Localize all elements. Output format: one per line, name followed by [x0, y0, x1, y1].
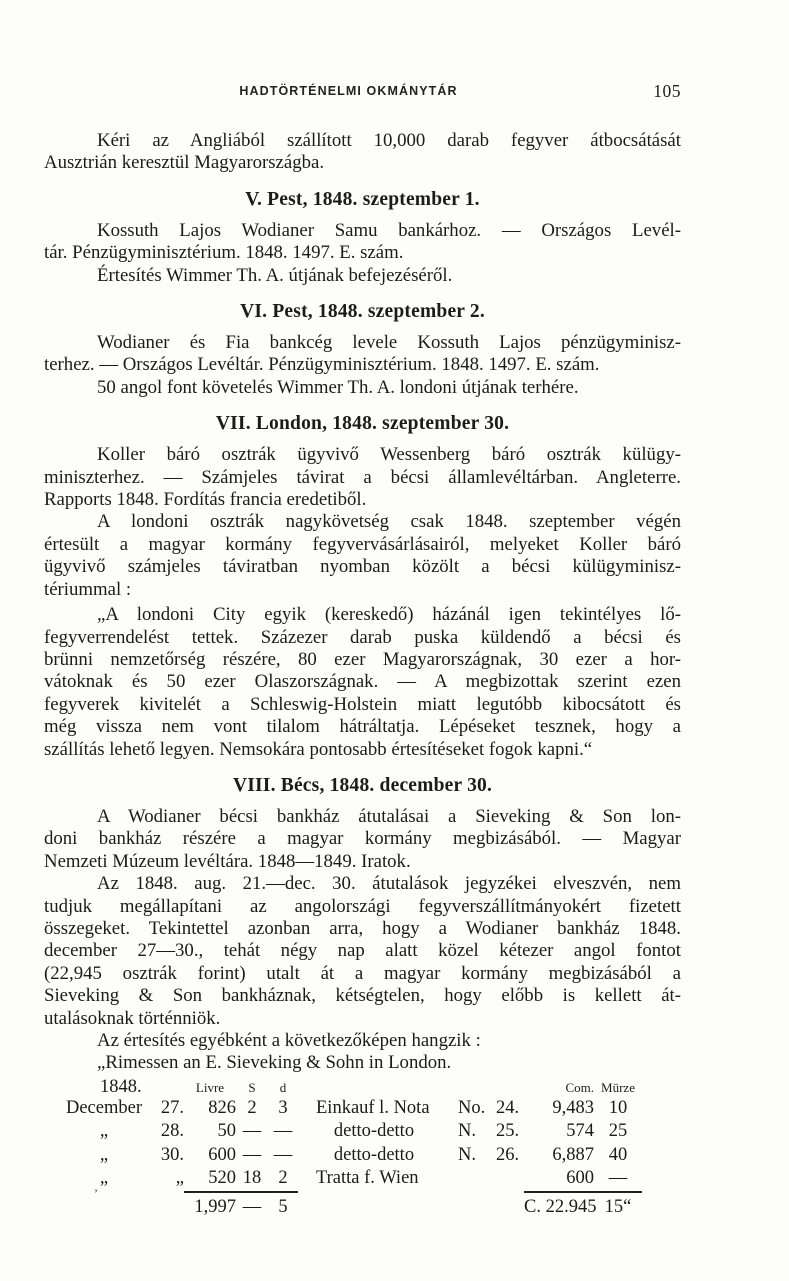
- total-com: C. 22.945: [524, 1196, 597, 1217]
- paragraph: [44, 1030, 681, 1052]
- text-line: fegyverek kivitelét a Schleswig-Holstein miatt legutóbb kibocsátott és: [44, 693, 681, 715]
- cell-nota-number: [488, 1167, 524, 1193]
- total-murze: 15“: [604, 1196, 632, 1217]
- cell-nota-number: 24.: [496, 1097, 520, 1118]
- cell-month: „: [99, 1168, 109, 1189]
- cell-shilling: 2: [247, 1097, 257, 1118]
- text-line: tudjuk megállapítani az angolországi fegyverszállítmányokért fizetett: [44, 895, 681, 917]
- text-line: doni bankház részére a magyar kormány megbizásából. — Magyar: [44, 828, 681, 850]
- cell-month: December: [65, 1097, 142, 1118]
- text-line: Rapports 1848. Fordítás francia eredetiből.: [44, 489, 367, 511]
- paragraph: [44, 265, 681, 287]
- cell-description: Tratta f. Wien: [316, 1168, 419, 1189]
- page-number: 105: [653, 81, 681, 101]
- cell-day: 30.: [160, 1144, 184, 1165]
- text-line: fegyverrendelést tettek. Százezer darab puska küldendő a bécsi és: [44, 626, 681, 648]
- cell-com: 6,887: [552, 1144, 594, 1165]
- text-line: összegeket. Tekintettel azonban arra, hogy a Wodianer bankház 1848.: [44, 917, 681, 939]
- cell-com: 574: [566, 1121, 594, 1142]
- text-line: „Rimessen an E. Sieveking & Sohn in London.: [97, 1052, 452, 1074]
- text-line: december 27—30., tehát négy nap alatt közel kétezer angol fontot: [44, 940, 681, 962]
- paragraph: [44, 604, 681, 761]
- cell-month: „: [99, 1144, 109, 1165]
- cell-description: detto-detto: [333, 1144, 415, 1165]
- section-heading: VIII. Bécs, 1848. december 30.: [232, 774, 493, 796]
- paragraph: [44, 130, 681, 175]
- cell-nota-number: 26.: [496, 1144, 520, 1165]
- cell-day: „: [175, 1168, 184, 1189]
- cell-nota-label: N.: [458, 1121, 476, 1142]
- table-header-livre: Livre: [195, 1079, 225, 1095]
- running-head: [44, 81, 681, 102]
- cell-nota-number: 25.: [496, 1121, 520, 1142]
- paragraph: [44, 1052, 681, 1074]
- cell-livre: 826: [208, 1097, 236, 1118]
- cell-livre: 520: [184, 1167, 236, 1193]
- paragraph: [44, 511, 681, 601]
- text-line: 50 angol font követelés Wimmer Th. A. londoni útjának terhére.: [97, 376, 579, 398]
- cell-day: 27.: [160, 1097, 184, 1118]
- cell-murze: 10: [608, 1097, 628, 1118]
- text-line: Értesítés Wimmer Th. A. útjának befejezéséről.: [97, 264, 453, 286]
- text-line: Kéri az Angliából szállított 10,000 darab fegyver átbocsátását: [97, 130, 681, 151]
- stray-ink-mark: ’: [94, 1186, 98, 1200]
- text-line: Az 1848. aug. 21.—dec. 30. átutalások jegyzékei elveszvén, nem: [97, 873, 681, 895]
- text-line: Sieveking & Son bankháznak, kétségtelen, hogy előbb is kellett át-: [44, 985, 681, 1007]
- text-line: A londoni osztrák nagykövetség csak 1848. szeptember végén: [97, 511, 681, 533]
- total-livre: 1,997: [194, 1196, 236, 1217]
- paragraph: [44, 377, 681, 399]
- table-header-denar: d: [279, 1079, 287, 1095]
- text-line: szállítás lehető legyen. Nemsokára pontosabb értesítéseket fogok kapni.“: [44, 738, 593, 760]
- text-line: (22,945 osztrák forint) utalt át a magyar kormány megbizásából a: [44, 962, 681, 984]
- text-line: vátoknak és 50 ezer Olaszországnak. — A megbizottak szerint ezen: [44, 671, 681, 693]
- cell-murze: 40: [608, 1144, 628, 1165]
- text-line: Az értesítés egyébként a következőképen hangzik :: [97, 1030, 481, 1051]
- cell-day: 28.: [160, 1121, 184, 1142]
- cell-shilling: —: [242, 1121, 262, 1142]
- text-line: utalásoknak történniök.: [44, 1007, 221, 1029]
- cell-com: 600: [524, 1167, 594, 1193]
- document-body: [44, 130, 681, 1075]
- section-heading: V. Pest, 1848. szeptember 1.: [245, 188, 480, 210]
- table-header-com: Com.: [565, 1079, 594, 1095]
- remittance-table: [64, 1077, 681, 1220]
- cell-nota-label: N.: [458, 1144, 476, 1165]
- text-line: terhez. — Országos Levéltár. Pénzügyminisztérium. 1848. 1497. E. szám.: [44, 354, 600, 376]
- table-header-shilling: S: [248, 1079, 256, 1095]
- cell-denar: 2: [268, 1167, 298, 1193]
- paragraph: [44, 444, 681, 511]
- text-line: értesült a magyar kormány fegyvervásárlásairól, melyeket Koller báró: [44, 533, 681, 555]
- paragraph: [44, 332, 681, 377]
- cell-nota-label: [450, 1167, 488, 1193]
- text-line: Kossuth Lajos Wodianer Samu bankárhoz. — Országos Levél-: [97, 219, 681, 241]
- running-head-title: HADTÖRTÉNELMI OKMÁNYTÁR: [239, 84, 458, 98]
- cell-denar: —: [273, 1144, 293, 1165]
- text-line: Koller báró osztrák ügyvivő Wessenberg báró osztrák külügy-: [97, 444, 681, 466]
- text-line: Ausztrián keresztül Magyarországba.: [44, 152, 325, 174]
- cell-com: 9,483: [552, 1097, 594, 1118]
- cell-murze: —: [594, 1167, 642, 1193]
- table-header-spacer: [488, 1077, 524, 1097]
- cell-description: Einkauf l. Nota: [316, 1097, 430, 1118]
- cell-month: „: [99, 1121, 109, 1142]
- total-denar: 5: [278, 1196, 288, 1217]
- text-line: Wodianer és Fia bankcég levele Kossuth Lajos pénzügyminisz-: [97, 332, 681, 354]
- paragraph: [44, 806, 681, 873]
- paragraph: [44, 220, 681, 265]
- cell-nota-label: No.: [458, 1097, 486, 1118]
- cell-shilling: 18: [236, 1167, 268, 1193]
- text-line: tériummal :: [44, 578, 132, 600]
- section-heading: VII. London, 1848. szeptember 30.: [215, 413, 510, 435]
- cell-denar: —: [273, 1121, 293, 1142]
- paragraph: [44, 873, 681, 1030]
- text-line: A Wodianer bécsi bankház átutalásai a Sieveking & Son lon-: [97, 805, 681, 827]
- text-line: tár. Pénzügyminisztérium. 1848. 1497. E. szám.: [44, 242, 404, 264]
- table-header-murze: Mürze: [601, 1079, 635, 1095]
- table-header-year: 1848.: [100, 1076, 142, 1097]
- cell-livre: 50: [217, 1121, 236, 1142]
- cell-livre: 600: [208, 1144, 236, 1165]
- total-shilling: —: [242, 1196, 262, 1217]
- text-line: miniszterhez. — Számjeles távirat a bécsi államlevéltárban. Angleterre.: [44, 466, 681, 488]
- text-line: „A londoni City egyik (kereskedő) házánál igen tekintélyes lő-: [97, 604, 681, 626]
- text-line: ügyvivő számjeles táviratban nyomban közölt a bécsi külügyminisz-: [44, 556, 681, 578]
- cell-shilling: —: [242, 1144, 262, 1165]
- cell-murze: 25: [608, 1121, 628, 1142]
- cell-denar: 3: [278, 1097, 288, 1118]
- section-heading: VI. Pest, 1848. szeptember 2.: [240, 301, 485, 323]
- cell-description: detto-detto: [333, 1121, 415, 1142]
- table-header-spacer: [298, 1077, 488, 1097]
- text-line: Nemzeti Múzeum levéltára. 1848—1849. Iratok.: [44, 850, 411, 872]
- text-line: még vissza nem vont tilalom hátráltatja. Lépéseket tesznek, hogy a: [44, 716, 681, 738]
- text-line: brünni nemzetőrség részére, 80 ezer Magyarországnak, 30 ezer a hor-: [44, 648, 681, 670]
